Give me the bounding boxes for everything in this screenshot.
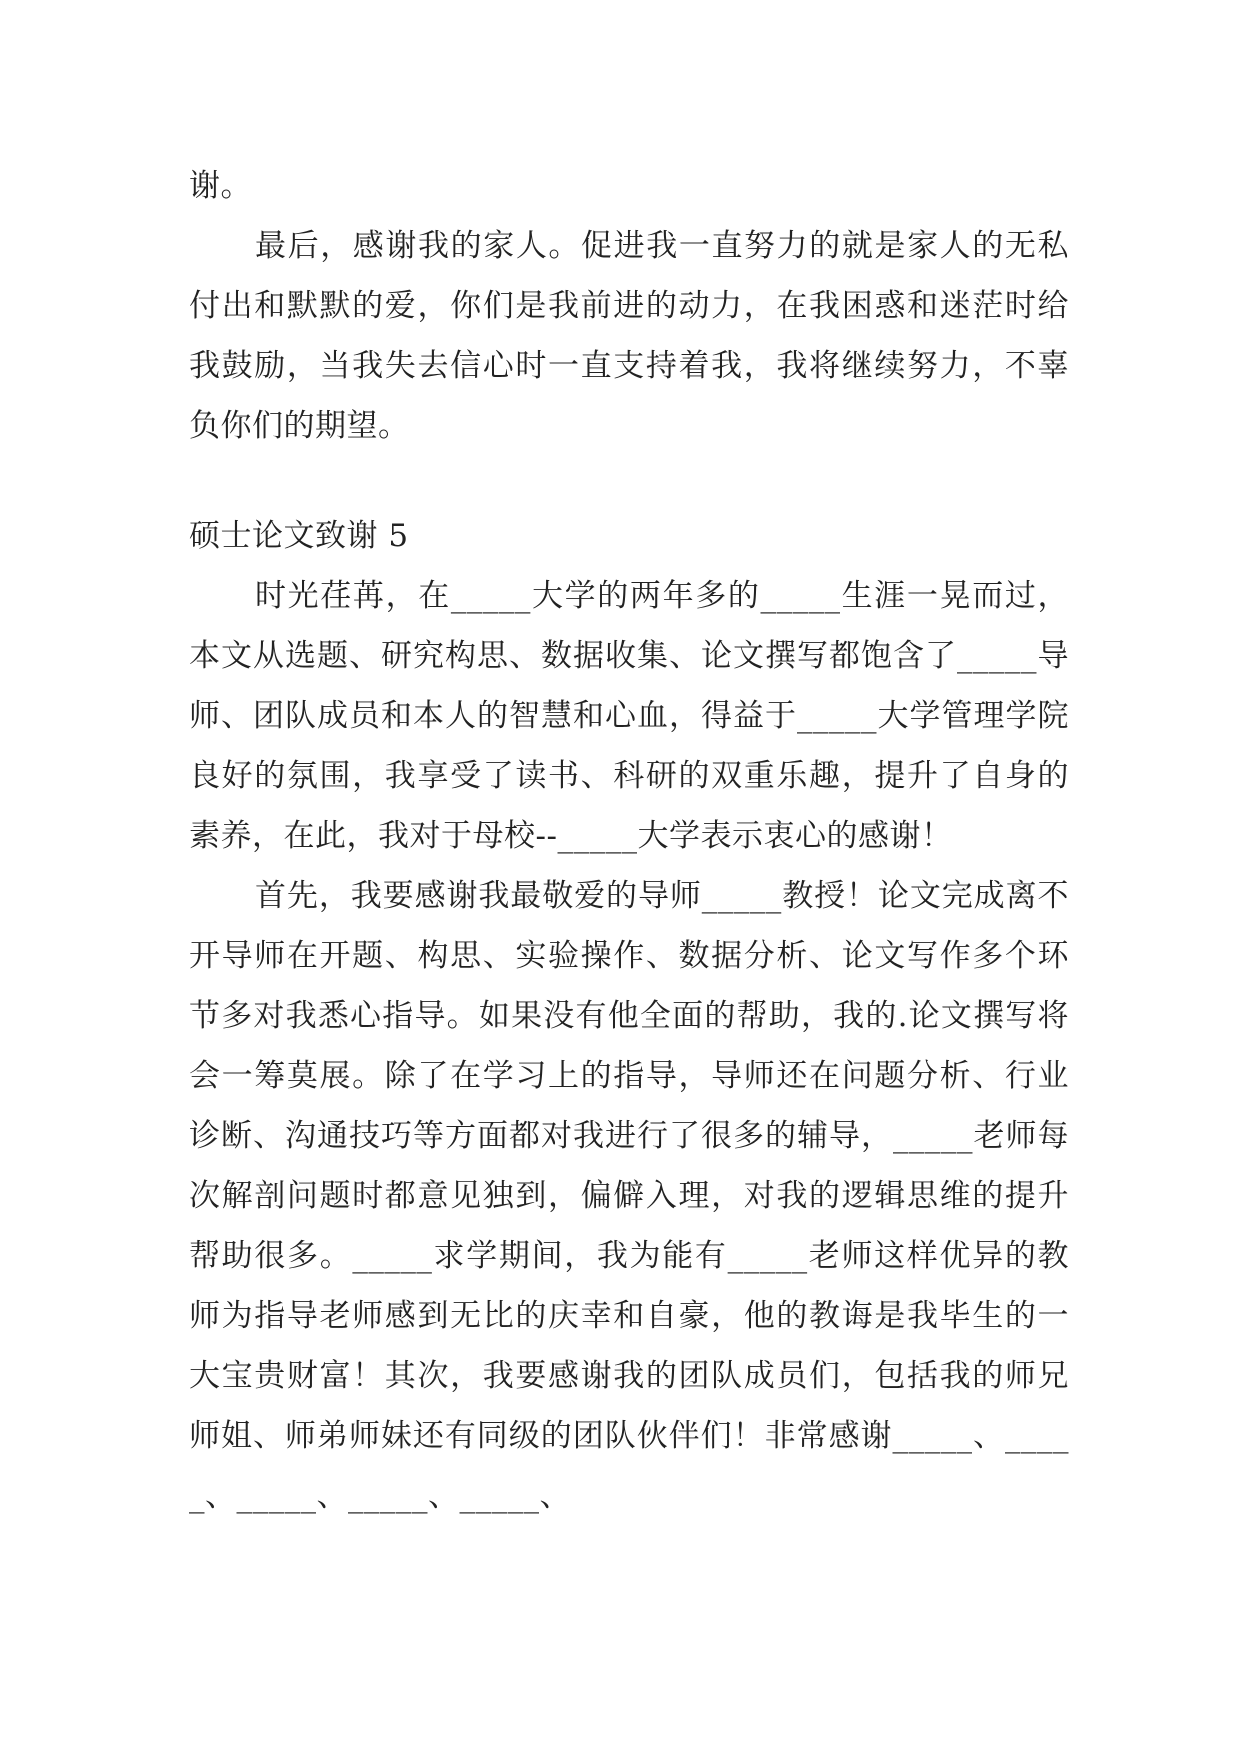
paragraph-family-thanks: 最后，感谢我的家人。促进我一直努力的就是家人的无私付出和默默的爱，你们是我前进的动力，在我困惑和迷茫时给我鼓励，当我失去信心时一直支持着我，我将继续努力，不辜负你们的期望。 — [189, 228, 1069, 444]
section-5-body — [189, 566, 1069, 1526]
paragraph-school-thanks: 时光荏苒，在_____大学的两年多的_____生涯一晃而过，本文从选题、研究构思、数据收集、论文撰写都饱含了_____导师、团队成员和本人的智慧和心血，得益于_____大学管理学院良好的氛围，我享受了读书、科研的双重乐趣，提升了自身的素养，在此，我对于母校--_____大学表示衷心的感谢！ — [189, 578, 1069, 854]
paragraph-advisor-thanks: 首先，我要感谢我最敬爱的导师_____教授！论文完成离不开导师在开题、构思、实验操作、数据分析、论文写作多个环节多对我悉心指导。如果没有他全面的帮助，我的.论文撰写将会一筹莫展。除了在学习上的指导，导师还在问题分析、行业诊断、沟通技巧等方面都对我进行了很多的辅导，_____老师每次解剖问题时都意见独到，偏僻入理，对我的逻辑思维的提升帮助很多。_____求学期间，我为能有_____老师这样优异的教师为指导老师感到无比的庆幸和自豪，他的教诲是我毕生的一大宝贵财富！其次，我要感谢我的团队成员们，包括我的师兄师姐、师弟师妹还有同级的团队伙伴们！非常感谢_____、_____、_____、_____、_____、 — [189, 878, 1069, 1514]
section-heading: 硕士论文致谢 5 — [189, 518, 409, 554]
previous-section-text — [189, 156, 1069, 456]
paragraph-tail-line: 谢。 — [189, 168, 252, 204]
